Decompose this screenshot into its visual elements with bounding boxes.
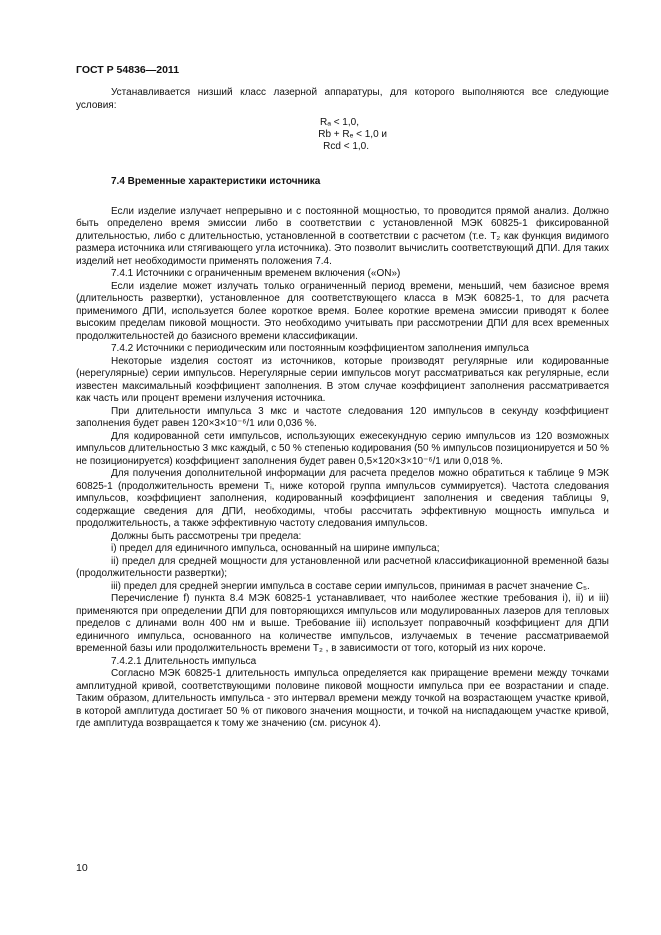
list-item: iii) предел для средней энергии импульса в составе серии импульсов, принимая в расчет значение C₅. [111,580,590,592]
paragraph: Если изделие излучает непрерывно и с постоянной мощностью, то проводится прямой анализ. Должно быть определено время эмиссии либо в соответствии с установленной МЭК 60825-1 фиксированной длительностью, либо с длительностью, установленной в соответствии с расчетом (т.е. T₂ как функция видимого размера источника или стягивающего угла источника). Это позволит вычислить соответствующий ДПИ. Для таких изделий нет необходимости применять положения 7.4. [76,205,609,267]
subsection-heading: 7.4.1 Источники с ограниченным временем включения («ON») [111,268,401,279]
paragraph: Должны быть рассмотрены три предела: [111,530,302,542]
document-header: ГОСТ Р 54836—2011 [76,64,180,76]
formula-line: Rₐ < 1,0, [319,117,359,128]
paragraph: При длительности импульса 3 мкс и частоте следования 120 импульсов в секунду коэффициент заполнения будет равен 120×3×10⁻⁶/1 или 0,036 %. [76,405,609,429]
formula-line: Rb + Rₑ < 1,0 и [318,129,387,140]
paragraph: Некоторые изделия состоят из источников, которые производят регулярные или кодированные (нерегулярные) серии импульсов. Нерегулярные серии импульсов могут рассматриваться как регулярные, если известен максимальный коэффициент заполнения. В этом случае коэффициент заполнения рассматривается как часть или процент времени излучения источника. [76,355,609,404]
formula-block [76,117,609,153]
paragraph: Для кодированной сети импульсов, использующих ежесекундную серию импульсов из 120 возможных импульсов длительностью 3 мкс каждый, с 50 % степенью кодирования (50 % импульсов позиционируется и 50 % не позиционируется) коэффициент заполнения будет равен 0,5×120×3×10⁻⁶/1 или 0,018 %. [76,430,609,467]
intro-paragraph: Устанавливается низший класс лазерной аппаратуры, для которого выполняются все следующие условия: [76,87,609,111]
list-item: ii) предел для средней мощности для установленной или расчетной классификационной временной базы (продолжительности развертки); [76,555,609,579]
paragraph: Для получения дополнительной информации для расчета пределов можно обратиться к таблице 9 МЭК 60825-1 (продолжительность времени Tᵢ, ниже которой группа импульсов суммируется). Частота следования импульсов, коэффициент заполнения, кодированный коэффициент заполнения и сведения таблицы 9, содержащие сведения для ДПИ, необходимы, чтобы рассчитать эффективную мощность импульса и продолжительность, а также эффективную частоту следования импульсов. [76,468,609,529]
subsection-heading: 7.4.2.1 Длительность импульса [111,655,257,667]
document-body [76,87,609,731]
paragraph: Согласно МЭК 60825-1 длительность импульса определяется как приращение времени между точками амплитудной кривой, соответствующими половине пиковой мощности импульса при ее возрастании и спаде. Таким образом, длительность импульса - это интервал времени между точкой на возрастающем участке кривой, в которой амплитуда достигает 50 % от пикового значения мощности, и точкой на ниспадающем участке кривой, где амплитуда возвращается к тому же значению (см. рисунок 4). [76,668,609,729]
list-item: i) предел для единичного импульса, основанный на ширине импульса; [111,543,440,554]
paragraph: Перечисление f) пункта 8.4 МЭК 60825-1 устанавливает, что наиболее жесткие требования i), ii) и iii) применяются при определении ДПИ для повторяющихся импульсов или модулированных лазеров для тепловых пределов с длинами волн 400 нм и выше. Требование iii) использует поправочный коэффициент для ДПИ единичного импульса, основанного на количестве импульсов, излучаемых в течение рассматриваемой временной базы или продолжительность времени T₂ , в зависимости от того, который из них короче. [76,593,609,654]
section-heading: 7.4 Временные характеристики источника [111,176,321,187]
paragraph: Если изделие может излучать только ограниченный период времени, меньший, чем базисное время (длительность развертки), установленное для соответствующего класса в МЭК 60825-1, то для расчета применимого ДПИ, используется более короткое время. Более короткие времена эмиссии приводят к более высоким пределам пиковой мощности. Это необходимо учитывать при рассмотрении ДПИ для всех временных продолжительностей до базисного времени классификации. [76,280,609,342]
formula-line: Rcd < 1,0. [323,141,369,152]
page-number: 10 [76,862,88,874]
subsection-heading: 7.4.2 Источники с периодическим или постоянным коэффициентом заполнения импульса [111,343,529,354]
